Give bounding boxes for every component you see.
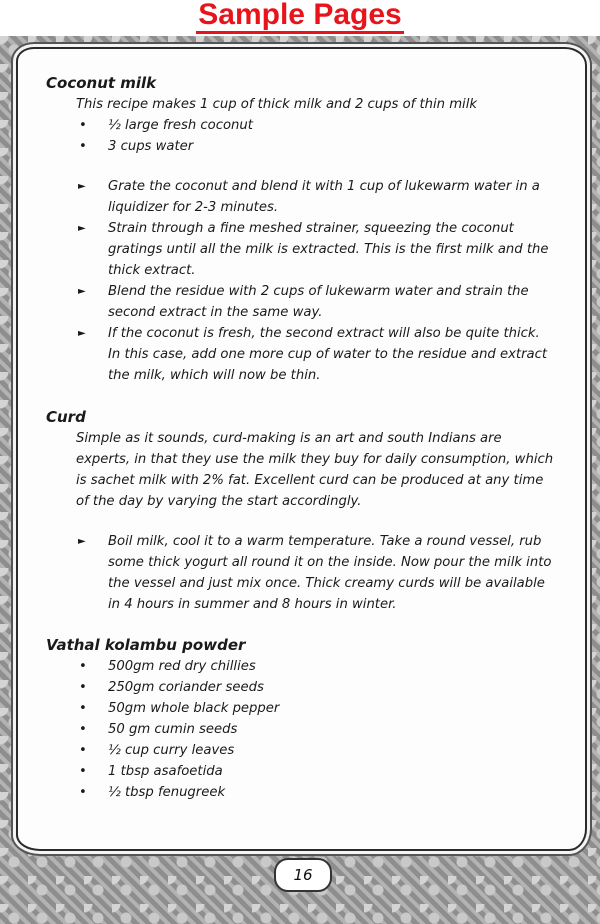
step-item: ► Strain through a fine meshed strainer, squeezing the coconut gratings until all the milk is extracted. This is the first milk and the thick extract. xyxy=(46,218,556,281)
ingredients-vathal-kolambu-powder xyxy=(46,656,556,803)
step-item: ► Grate the coconut and blend it with 1 cup of lukewarm water in a liquidizer for 2-3 minutes. xyxy=(46,176,556,218)
ingredient-item: • ½ large fresh coconut xyxy=(46,115,556,136)
ingredient-item: • 3 cups water xyxy=(46,136,556,157)
ingredient-item: • ½ tbsp fenugreek xyxy=(46,782,556,803)
ingredient-item: • 250gm coriander seeds xyxy=(46,677,556,698)
heading-coconut-milk: Coconut milk xyxy=(46,74,157,92)
intro-coconut-milk: This recipe makes 1 cup of thick milk and 2 cups of thin milk xyxy=(76,97,478,112)
step-item: ► If the coconut is fresh, the second extract will also be quite thick. In this case, add one more cup of water to the residue and extract the milk, which will now be thin. xyxy=(46,323,556,386)
ingredient-item: • 50gm whole black pepper xyxy=(46,698,556,719)
steps-curd xyxy=(46,531,556,615)
ingredient-item: • 50 gm cumin seeds xyxy=(46,719,556,740)
intro-curd: Simple as it sounds, curd-making is an art and south Indians are experts, in that they use the milk they buy for daily consumption, which is sachet milk with 2% fat. Excellent curd can be produced at any time of the day by varying the start accordingly. xyxy=(76,431,554,509)
ingredient-item: • 500gm red dry chillies xyxy=(46,656,556,677)
page-number: 16 xyxy=(274,858,332,892)
recipe-content xyxy=(46,72,556,803)
banner-title: Sample Pages xyxy=(196,0,403,34)
steps-coconut-milk xyxy=(46,176,556,386)
step-item: ► Blend the residue with 2 cups of lukewarm water and strain the second extract in the same way. xyxy=(46,281,556,323)
ingredient-item: • ½ cup curry leaves xyxy=(46,740,556,761)
ingredients-coconut-milk xyxy=(46,115,556,157)
heading-vathal-kolambu-powder: Vathal kolambu powder xyxy=(46,636,246,654)
step-item: ► Boil milk, cool it to a warm temperature. Take a round vessel, rub some thick yogurt all round it on the inside. Now pour the milk into the vessel and just mix once. Thick creamy curds will be available in 4 hours in summer and 8 hours in winter. xyxy=(46,531,556,615)
heading-curd: Curd xyxy=(46,408,86,426)
sample-pages-banner xyxy=(0,0,600,36)
ingredient-item: • 1 tbsp asafoetida xyxy=(46,761,556,782)
